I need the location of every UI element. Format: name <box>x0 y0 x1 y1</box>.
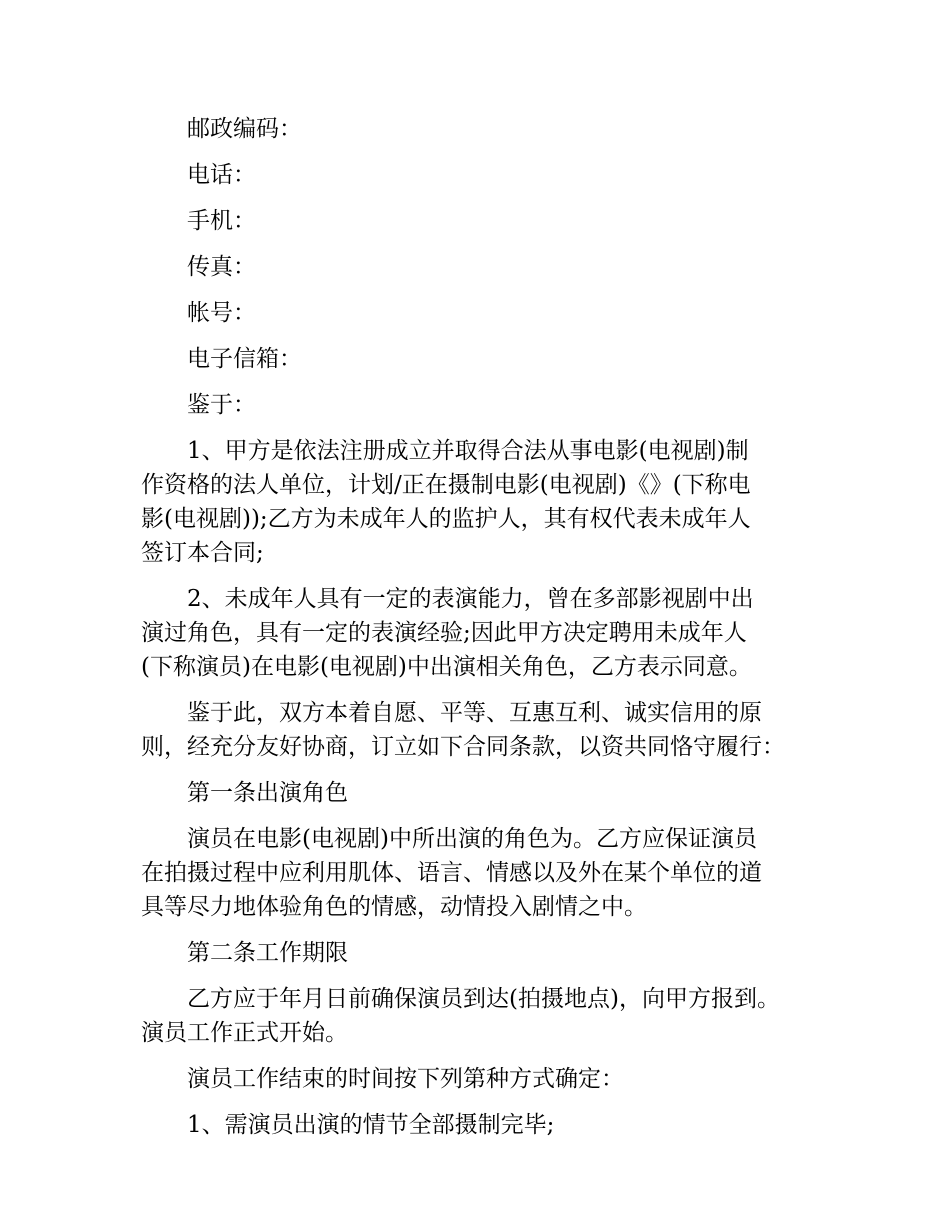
account-line: 帐号： <box>187 300 256 326</box>
end-time-option-1: 1、需演员出演的情节全部摄制完毕; <box>187 1112 555 1138</box>
article-2-body: 乙方应于年月日前确保演员到达(拍摄地点)，向甲方报到。 演员工作正式开始。 <box>141 986 780 1046</box>
mobile-line: 手机： <box>187 208 256 234</box>
postal-code-line: 邮政编码： <box>187 116 302 142</box>
agreement-intro: 鉴于此，双方本着自愿、平等、互惠互利、诚实信用的原 则，经充分友好协商，订立如下合同条款，以资共同恪守履行： <box>141 700 785 760</box>
fax-line: 传真： <box>187 254 256 280</box>
article-1-heading: 第一条出演角色 <box>187 780 348 806</box>
whereas-heading: 鉴于： <box>187 392 256 418</box>
recital-2: 2、未成年人具有一定的表演能力，曾在多部影视剧中出 演过角色，具有一定的表演经验;因此甲方决定聘用未成年人 (下称演员)在电影(电视剧)中出演相关角色，乙方表示同意。 <box>141 586 754 680</box>
article-2-heading: 第二条工作期限 <box>187 940 348 966</box>
phone-line: 电话： <box>187 162 256 188</box>
email-line: 电子信箱： <box>187 346 302 372</box>
end-time-intro: 演员工作结束的时间按下列第种方式确定： <box>187 1066 624 1092</box>
recital-1: 1、甲方是依法注册成立并取得合法从事电影(电视剧)制 作资格的法人单位，计划/正在摄制电影(电视剧)《》(下称电 影(电视剧));乙方为未成年人的监护人，其有权代表未成年人 签订本合同; <box>141 438 751 566</box>
article-1-body: 演员在电影(电视剧)中所出演的角色为。乙方应保证演员 在拍摄过程中应利用肌体、语言、情感以及外在某个单位的道 具等尽力地体验角色的情感，动情投入剧情之中。 <box>141 826 762 920</box>
document-body <box>141 112 831 1154</box>
